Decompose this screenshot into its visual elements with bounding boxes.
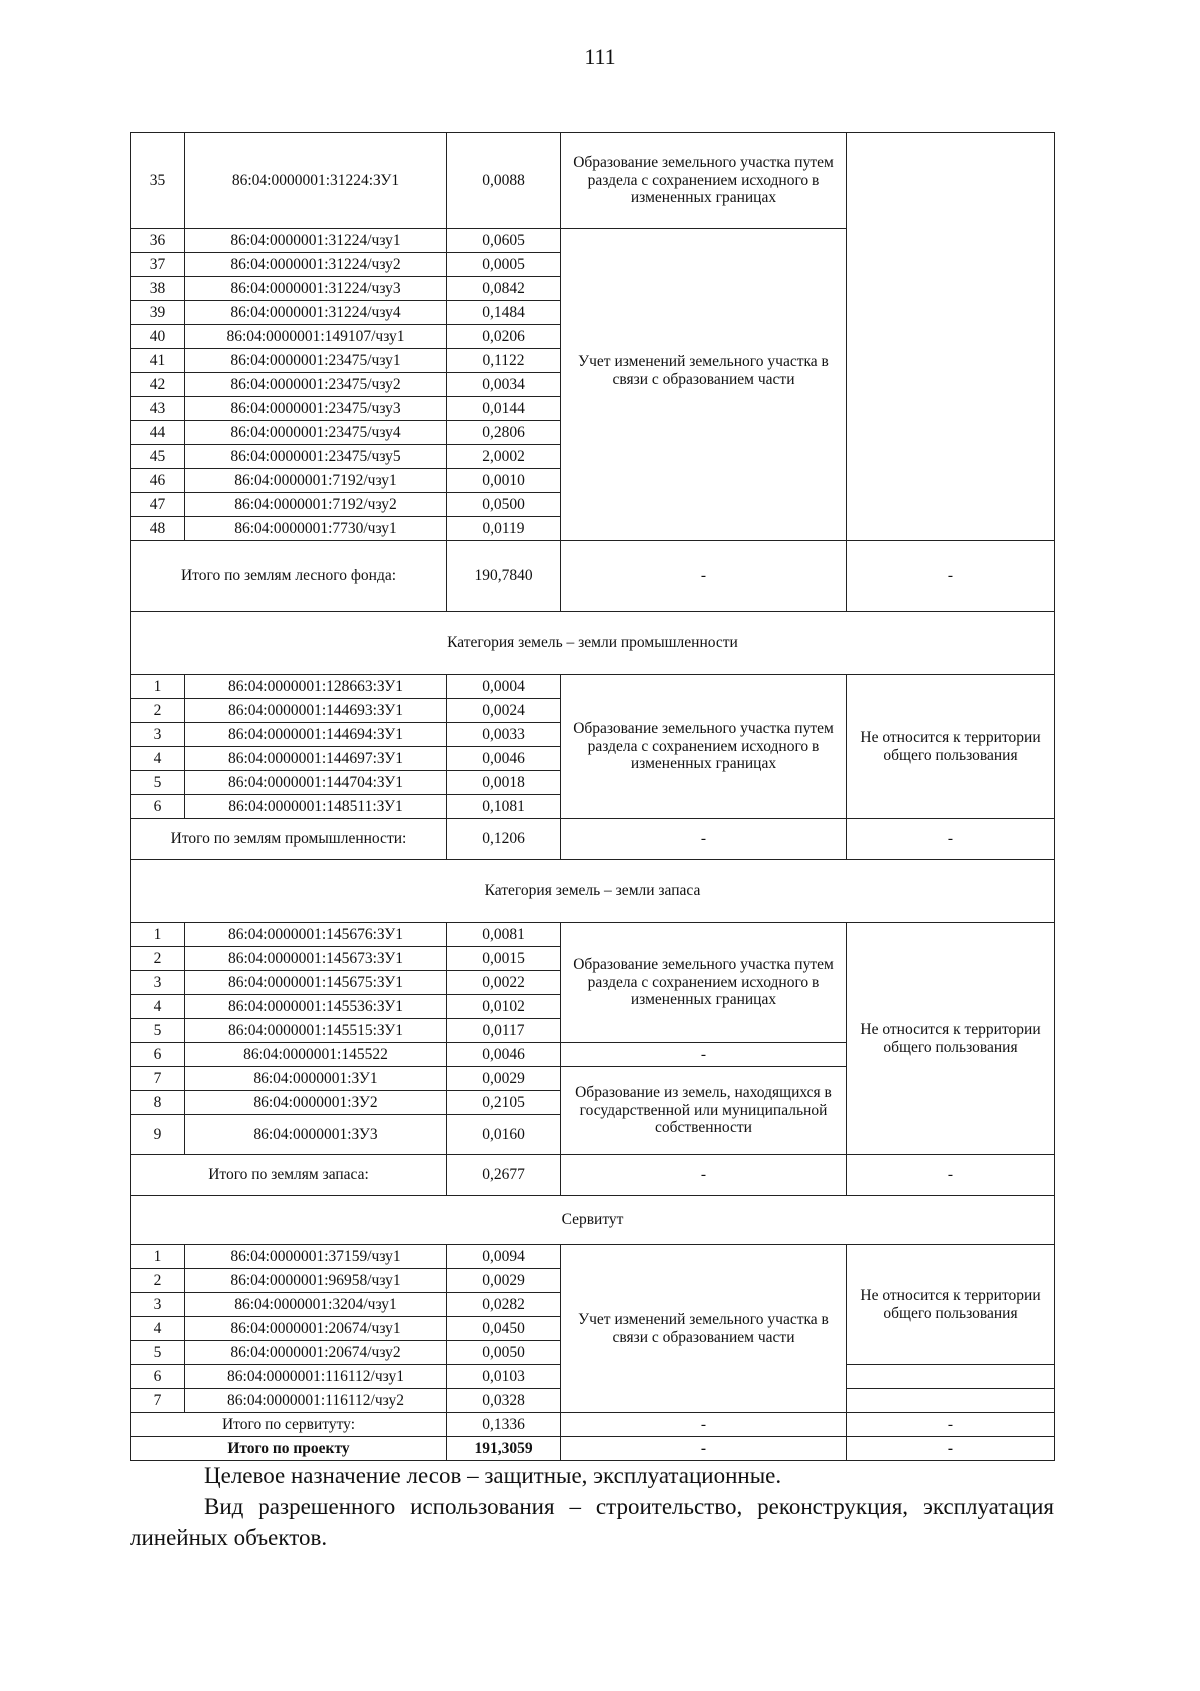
area-value: 0,0018 — [447, 771, 561, 795]
cadastral-number: 86:04:0000001:145522 — [185, 1043, 447, 1067]
row-number: 43 — [131, 397, 185, 421]
row-number: 8 — [131, 1091, 185, 1115]
cadastral-number: 86:04:0000001:148511:ЗУ1 — [185, 795, 447, 819]
table-row — [131, 133, 1055, 229]
area-value: 0,0004 — [447, 675, 561, 699]
common-use-cell — [847, 1365, 1055, 1389]
area-value: 0,0328 — [447, 1389, 561, 1413]
area-value: 0,1081 — [447, 795, 561, 819]
total-row — [131, 1155, 1055, 1196]
row-number: 46 — [131, 469, 185, 493]
dash-cell: - — [561, 819, 847, 860]
cadastral-number: 86:04:0000001:145676:ЗУ1 — [185, 923, 447, 947]
area-value: 2,0002 — [447, 445, 561, 469]
row-number: 6 — [131, 795, 185, 819]
dash-cell: - — [561, 1155, 847, 1196]
dash-cell: - — [561, 541, 847, 612]
area-value: 0,0029 — [447, 1269, 561, 1293]
formation-purpose: Учет изменений земельного участка в связи с образованием части — [561, 229, 847, 541]
category-row — [131, 612, 1055, 675]
total-row — [131, 541, 1055, 612]
row-number: 3 — [131, 723, 185, 747]
cadastral-number: 86:04:0000001:145515:ЗУ1 — [185, 1019, 447, 1043]
total-area: 0,1336 — [447, 1413, 561, 1437]
area-value: 0,0102 — [447, 995, 561, 1019]
row-number: 3 — [131, 971, 185, 995]
permitted-use-paragraph: Вид разрешенного использования – строительство, реконструкция, эксплуатация линейных объектов. — [130, 1494, 1054, 1550]
area-value: 0,0046 — [447, 747, 561, 771]
area-value: 0,0842 — [447, 277, 561, 301]
formation-purpose: Образование земельного участка путем раздела с сохранением исходного в измененных границах — [561, 675, 847, 819]
common-use-cell — [847, 1389, 1055, 1413]
total-row — [131, 1413, 1055, 1437]
total-row — [131, 819, 1055, 860]
cadastral-number: 86:04:0000001:144694:ЗУ1 — [185, 723, 447, 747]
area-value: 0,0605 — [447, 229, 561, 253]
cadastral-number: 86:04:0000001:128663:ЗУ1 — [185, 675, 447, 699]
category-row — [131, 1196, 1055, 1245]
cadastral-number: 86:04:0000001:23475/чзу3 — [185, 397, 447, 421]
row-number: 39 — [131, 301, 185, 325]
row-number: 4 — [131, 1317, 185, 1341]
area-value: 0,0046 — [447, 1043, 561, 1067]
row-number: 3 — [131, 1293, 185, 1317]
project-total-area: 191,3059 — [447, 1437, 561, 1461]
total-label: Итого по сервитуту: — [131, 1413, 447, 1437]
table-row — [131, 923, 1055, 947]
cadastral-number: 86:04:0000001:23475/чзу1 — [185, 349, 447, 373]
row-number: 35 — [131, 133, 185, 229]
area-value: 0,0119 — [447, 517, 561, 541]
row-number: 2 — [131, 947, 185, 971]
area-value: 0,0450 — [447, 1317, 561, 1341]
cadastral-number: 86:04:0000001:144697:ЗУ1 — [185, 747, 447, 771]
row-number: 5 — [131, 771, 185, 795]
cadastral-number: 86:04:0000001:144704:ЗУ1 — [185, 771, 447, 795]
row-number: 1 — [131, 1245, 185, 1269]
row-number: 41 — [131, 349, 185, 373]
row-number: 45 — [131, 445, 185, 469]
formation-purpose: Образование земельного участка путем раздела с сохранением исходного в измененных границах — [561, 923, 847, 1043]
area-value: 0,2806 — [447, 421, 561, 445]
row-number: 6 — [131, 1365, 185, 1389]
area-value: 0,0005 — [447, 253, 561, 277]
area-value: 0,1122 — [447, 349, 561, 373]
cadastral-number: 86:04:0000001:20674/чзу2 — [185, 1341, 447, 1365]
dash-cell: - — [847, 1413, 1055, 1437]
common-use-cell — [847, 133, 1055, 541]
table-row — [131, 675, 1055, 699]
common-use-cell: Не относится к территории общего пользования — [847, 675, 1055, 819]
area-value: 0,0206 — [447, 325, 561, 349]
row-number: 48 — [131, 517, 185, 541]
area-value: 0,0282 — [447, 1293, 561, 1317]
row-number: 1 — [131, 675, 185, 699]
common-use-cell: Не относится к территории общего пользования — [847, 923, 1055, 1155]
row-number: 2 — [131, 699, 185, 723]
cadastral-number: 86:04:0000001:31224:ЗУ1 — [185, 133, 447, 229]
dash-cell: - — [561, 1413, 847, 1437]
cadastral-number: 86:04:0000001:145675:ЗУ1 — [185, 971, 447, 995]
cadastral-number: 86:04:0000001:116112/чзу1 — [185, 1365, 447, 1389]
cadastral-number: 86:04:0000001:145536:ЗУ1 — [185, 995, 447, 1019]
total-label: Итого по землям промышленности: — [131, 819, 447, 860]
row-number: 38 — [131, 277, 185, 301]
cadastral-number: 86:04:0000001:31224/чзу4 — [185, 301, 447, 325]
cadastral-number: 86:04:0000001:31224/чзу1 — [185, 229, 447, 253]
cadastral-number: 86:04:0000001:7192/чзу2 — [185, 493, 447, 517]
area-value: 0,0081 — [447, 923, 561, 947]
formation-purpose: Образование земельного участка путем раздела с сохранением исходного в измененных границах — [561, 133, 847, 229]
land-plots-table — [130, 132, 1055, 1461]
row-number: 36 — [131, 229, 185, 253]
area-value: 0,0088 — [447, 133, 561, 229]
formation-purpose: Учет изменений земельного участка в связи с образованием части — [561, 1245, 847, 1413]
project-total-label: Итого по проекту — [131, 1437, 447, 1461]
area-value: 0,0033 — [447, 723, 561, 747]
area-value: 0,0034 — [447, 373, 561, 397]
area-value: 0,0094 — [447, 1245, 561, 1269]
row-number: 1 — [131, 923, 185, 947]
cadastral-number: 86:04:0000001:3204/чзу1 — [185, 1293, 447, 1317]
total-area: 0,2677 — [447, 1155, 561, 1196]
dash-cell: - — [847, 541, 1055, 612]
common-use-cell: Не относится к территории общего пользования — [847, 1245, 1055, 1365]
area-value: 0,0050 — [447, 1341, 561, 1365]
cadastral-number: 86:04:0000001:37159/чзу1 — [185, 1245, 447, 1269]
cadastral-number: 86:04:0000001:149107/чзу1 — [185, 325, 447, 349]
row-number: 9 — [131, 1115, 185, 1155]
table-row — [131, 1245, 1055, 1269]
cadastral-number: 86:04:0000001:ЗУ3 — [185, 1115, 447, 1155]
cadastral-number: 86:04:0000001:ЗУ2 — [185, 1091, 447, 1115]
row-number: 7 — [131, 1389, 185, 1413]
page-number: 111 — [584, 44, 616, 69]
row-number: 42 — [131, 373, 185, 397]
cadastral-number: 86:04:0000001:96958/чзу1 — [185, 1269, 447, 1293]
total-label: Итого по землям запаса: — [131, 1155, 447, 1196]
total-label: Итого по землям лесного фонда: — [131, 541, 447, 612]
total-area: 190,7840 — [447, 541, 561, 612]
area-value: 0,0103 — [447, 1365, 561, 1389]
category-title: Категория земель – земли промышленности — [131, 612, 1055, 675]
area-value: 0,2105 — [447, 1091, 561, 1115]
area-value: 0,0117 — [447, 1019, 561, 1043]
formation-purpose: Образование из земель, находящихся в государственной или муниципальной собственности — [561, 1067, 847, 1155]
area-value: 0,0024 — [447, 699, 561, 723]
area-value: 0,0015 — [447, 947, 561, 971]
cadastral-number: 86:04:0000001:ЗУ1 — [185, 1067, 447, 1091]
row-number: 4 — [131, 747, 185, 771]
row-number: 7 — [131, 1067, 185, 1091]
cadastral-number: 86:04:0000001:23475/чзу4 — [185, 421, 447, 445]
area-value: 0,0500 — [447, 493, 561, 517]
cadastral-number: 86:04:0000001:31224/чзу3 — [185, 277, 447, 301]
dash-cell: - — [847, 819, 1055, 860]
cadastral-number: 86:04:0000001:23475/чзу2 — [185, 373, 447, 397]
category-title: Сервитут — [131, 1196, 1055, 1245]
cadastral-number: 86:04:0000001:23475/чзу5 — [185, 445, 447, 469]
cadastral-number: 86:04:0000001:7192/чзу1 — [185, 469, 447, 493]
cadastral-number: 86:04:0000001:20674/чзу1 — [185, 1317, 447, 1341]
row-number: 5 — [131, 1341, 185, 1365]
cadastral-number: 86:04:0000001:31224/чзу2 — [185, 253, 447, 277]
cadastral-number: 86:04:0000001:116112/чзу2 — [185, 1389, 447, 1413]
cadastral-number: 86:04:0000001:145673:ЗУ1 — [185, 947, 447, 971]
area-value: 0,1484 — [447, 301, 561, 325]
area-value: 0,0144 — [447, 397, 561, 421]
body-text — [130, 1460, 1054, 1553]
row-number: 40 — [131, 325, 185, 349]
cadastral-number: 86:04:0000001:144693:ЗУ1 — [185, 699, 447, 723]
row-number: 6 — [131, 1043, 185, 1067]
category-row — [131, 860, 1055, 923]
row-number: 2 — [131, 1269, 185, 1293]
row-number: 47 — [131, 493, 185, 517]
category-title: Категория земель – земли запаса — [131, 860, 1055, 923]
dash-cell: - — [847, 1155, 1055, 1196]
row-number: 4 — [131, 995, 185, 1019]
area-value: 0,0029 — [447, 1067, 561, 1091]
area-value: 0,0160 — [447, 1115, 561, 1155]
row-number: 5 — [131, 1019, 185, 1043]
area-value: 0,0022 — [447, 971, 561, 995]
area-value: 0,0010 — [447, 469, 561, 493]
dash-cell: - — [561, 1437, 847, 1461]
row-number: 44 — [131, 421, 185, 445]
project-total-row — [131, 1437, 1055, 1461]
row-number: 37 — [131, 253, 185, 277]
cadastral-number: 86:04:0000001:7730/чзу1 — [185, 517, 447, 541]
total-area: 0,1206 — [447, 819, 561, 860]
forest-purpose-paragraph: Целевое назначение лесов – защитные, эксплуатационные. — [204, 1463, 782, 1488]
dash-cell: - — [847, 1437, 1055, 1461]
dash-cell: - — [561, 1043, 847, 1067]
